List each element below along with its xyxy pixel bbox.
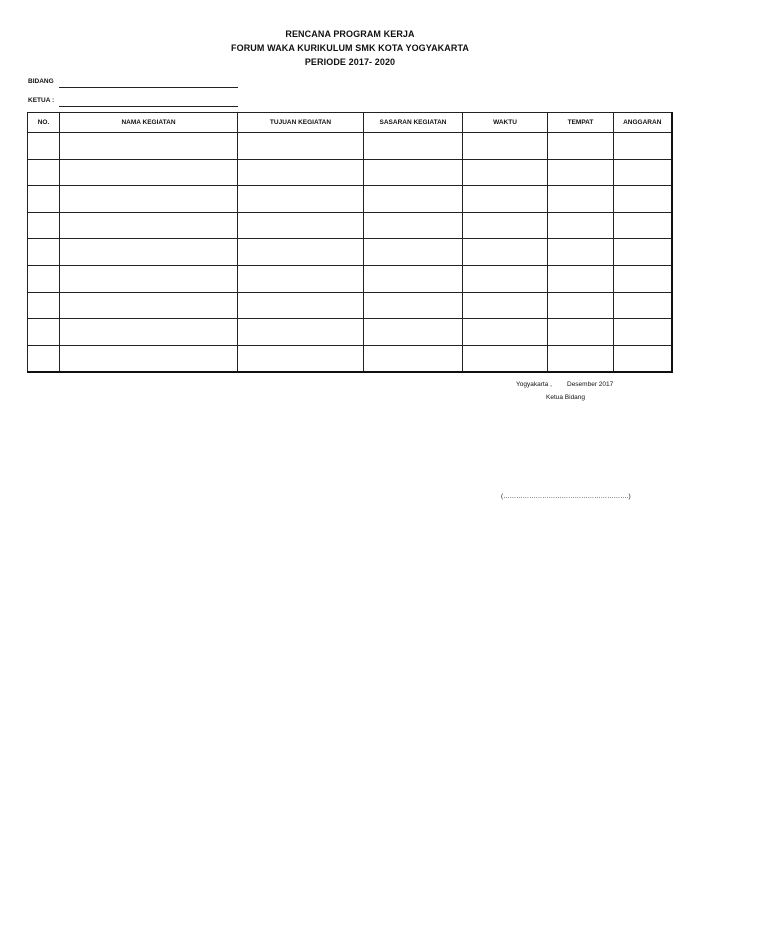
- table-cell[interactable]: [614, 159, 672, 186]
- column-header-tujuan-kegiatan: TUJUAN KEGIATAN: [238, 113, 364, 133]
- table-cell[interactable]: [238, 186, 364, 213]
- table-cell[interactable]: [548, 133, 614, 160]
- table-cell[interactable]: [60, 159, 238, 186]
- table-cell[interactable]: [238, 133, 364, 160]
- table-cell[interactable]: [463, 239, 548, 266]
- column-header-waktu: WAKTU: [463, 113, 548, 133]
- table-cell[interactable]: [238, 159, 364, 186]
- table-cell[interactable]: [463, 212, 548, 239]
- document-header: [0, 27, 700, 69]
- table-cell[interactable]: [60, 319, 238, 346]
- table-cell[interactable]: [548, 212, 614, 239]
- table-cell[interactable]: [463, 186, 548, 213]
- table-cell[interactable]: [463, 133, 548, 160]
- table-cell[interactable]: [614, 292, 672, 319]
- table-row: [28, 159, 672, 186]
- table-cell[interactable]: [28, 212, 60, 239]
- table-cell[interactable]: [238, 345, 364, 372]
- table-cell[interactable]: [614, 133, 672, 160]
- table-cell[interactable]: [463, 159, 548, 186]
- ketua-input-line[interactable]: [59, 106, 238, 107]
- table-cell[interactable]: [614, 186, 672, 213]
- table-cell[interactable]: [364, 133, 463, 160]
- table-cell[interactable]: [60, 239, 238, 266]
- table-cell[interactable]: [548, 292, 614, 319]
- table-cell[interactable]: [364, 345, 463, 372]
- ketua-label: KETUA :: [28, 97, 55, 104]
- table-cell[interactable]: [28, 133, 60, 160]
- table-cell[interactable]: [28, 186, 60, 213]
- table-cell[interactable]: [548, 159, 614, 186]
- table-row: [28, 212, 672, 239]
- table-cell[interactable]: [463, 265, 548, 292]
- table-cell[interactable]: [463, 292, 548, 319]
- ketua-field: [28, 97, 54, 105]
- table-cell[interactable]: [614, 265, 672, 292]
- table-cell[interactable]: [364, 186, 463, 213]
- table-cell[interactable]: [60, 212, 238, 239]
- signature-role: Ketua Bidang: [546, 394, 586, 401]
- program-table: [27, 112, 673, 373]
- table-cell[interactable]: [60, 292, 238, 319]
- table-cell[interactable]: [364, 292, 463, 319]
- bidang-label: BIDANG: [28, 78, 54, 85]
- table-row: [28, 265, 672, 292]
- table-cell[interactable]: [463, 345, 548, 372]
- table-cell[interactable]: [548, 265, 614, 292]
- table-cell[interactable]: [463, 319, 548, 346]
- table-cell[interactable]: [28, 239, 60, 266]
- table-cell[interactable]: [614, 319, 672, 346]
- table-cell[interactable]: [28, 292, 60, 319]
- table-cell[interactable]: [364, 212, 463, 239]
- table-cell[interactable]: [364, 159, 463, 186]
- bidang-input-line[interactable]: [59, 87, 238, 88]
- table-cell[interactable]: [28, 265, 60, 292]
- table-cell[interactable]: [548, 186, 614, 213]
- signature-name-placeholder: (………………………………………………….): [501, 493, 631, 500]
- table-cell[interactable]: [614, 345, 672, 372]
- table-row: [28, 239, 672, 266]
- table-cell[interactable]: [364, 265, 463, 292]
- table-row: [28, 133, 672, 160]
- table-cell[interactable]: [28, 319, 60, 346]
- column-header-sasaran-kegiatan: SASARAN KEGIATAN: [364, 113, 463, 133]
- table-cell[interactable]: [60, 265, 238, 292]
- table-cell[interactable]: [60, 186, 238, 213]
- column-header-tempat: TEMPAT: [548, 113, 614, 133]
- table-cell[interactable]: [238, 292, 364, 319]
- signature-place: Yogyakarta ,: [516, 381, 552, 388]
- table-row: [28, 319, 672, 346]
- column-header-no: NO.: [28, 113, 60, 133]
- table-cell[interactable]: [548, 319, 614, 346]
- table-cell[interactable]: [238, 265, 364, 292]
- table-cell[interactable]: [238, 319, 364, 346]
- bidang-field: [28, 78, 54, 86]
- table-cell[interactable]: [238, 212, 364, 239]
- table-row: [28, 345, 672, 372]
- table-cell[interactable]: [364, 239, 463, 266]
- column-header-nama-kegiatan: NAMA KEGIATAN: [60, 113, 238, 133]
- table-cell[interactable]: [60, 133, 238, 160]
- table-cell[interactable]: [60, 345, 238, 372]
- table-cell[interactable]: [238, 239, 364, 266]
- table-row: [28, 186, 672, 213]
- table-cell[interactable]: [364, 319, 463, 346]
- title-line-3: PERIODE 2017- 2020: [304, 57, 396, 67]
- title-line-1: RENCANA PROGRAM KERJA: [285, 29, 415, 39]
- table-cell[interactable]: [548, 345, 614, 372]
- table-body: [28, 133, 672, 373]
- signature-date: Desember 2017: [567, 381, 614, 388]
- column-header-anggaran: ANGGARAN: [614, 113, 672, 133]
- table-cell[interactable]: [548, 239, 614, 266]
- table-cell[interactable]: [614, 212, 672, 239]
- table-row: [28, 292, 672, 319]
- title-line-2: FORUM WAKA KURIKULUM SMK KOTA YOGYAKARTA: [231, 43, 469, 53]
- table-cell[interactable]: [28, 345, 60, 372]
- table-header-row: [28, 113, 672, 133]
- table-cell[interactable]: [28, 159, 60, 186]
- table-cell[interactable]: [614, 239, 672, 266]
